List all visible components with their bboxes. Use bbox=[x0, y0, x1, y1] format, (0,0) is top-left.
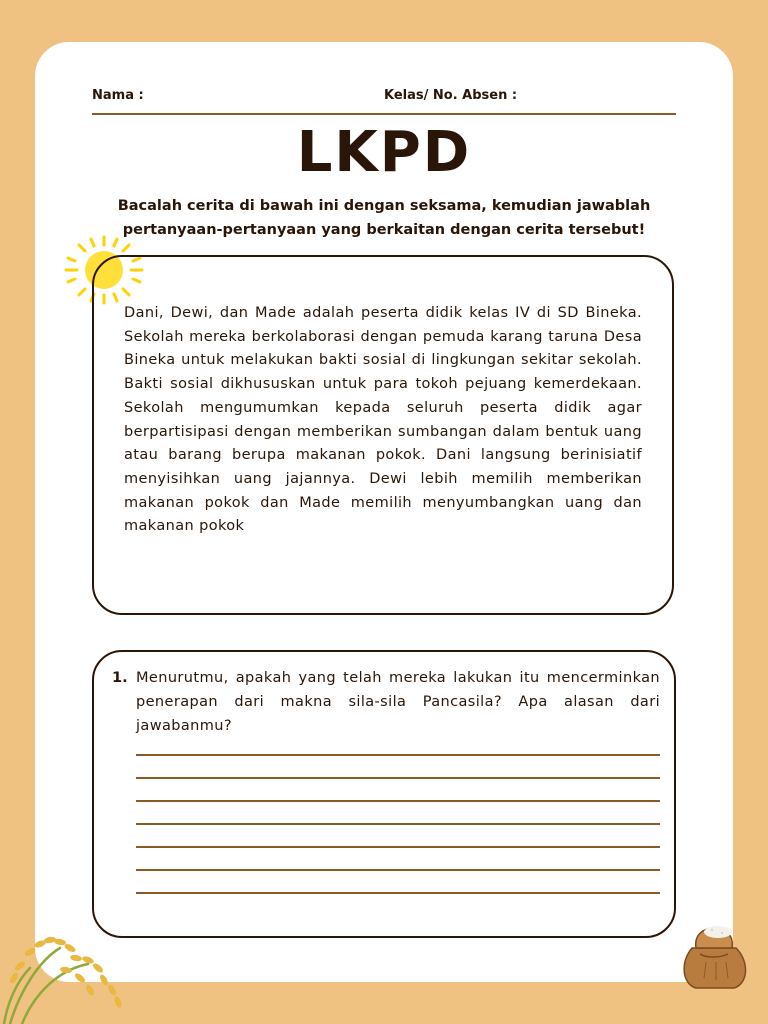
answer-line[interactable] bbox=[136, 754, 660, 756]
answer-line[interactable] bbox=[136, 892, 660, 894]
page-title: LKPD bbox=[296, 120, 472, 185]
name-label: Nama : bbox=[92, 88, 144, 103]
answer-line[interactable] bbox=[136, 869, 660, 871]
rice-plant-icon bbox=[0, 930, 130, 1024]
question-number: 1. bbox=[112, 670, 128, 686]
answer-lines[interactable] bbox=[136, 754, 660, 915]
rice-sack-icon bbox=[676, 918, 752, 992]
answer-line[interactable] bbox=[136, 846, 660, 848]
student-info-row bbox=[92, 88, 676, 108]
answer-line[interactable] bbox=[136, 777, 660, 779]
story-text: Dani, Dewi, dan Made adalah peserta didik kelas IV di SD Bineka. Sekolah mereka berkolaborasi dengan pemuda karang taruna Desa Bineka untuk melakukan bakti sosial di lingkungan sekitar sekolah. Bakti sosial dikhususkan untuk para tokoh pejuang kemerdekaan. Sekolah mengumumkan kepada seluruh peserta didik agar berpartisipasi dengan memberikan sumbangan dalam bentuk uang atau barang berupa makanan pokok. Dani langsung berinisiatif menyisihkan uang jajannya. Dewi lebih memilih memberikan makanan pokok dan Made memilih menyumbangkan uang dan makanan pokok bbox=[124, 305, 642, 535]
answer-line[interactable] bbox=[136, 800, 660, 802]
answer-line[interactable] bbox=[136, 823, 660, 825]
instruction-text: Bacalah cerita di bawah ini dengan seksama, kemudian jawablah pertanyaan-pertanyaan yang berkaitan dengan cerita tersebut! bbox=[117, 198, 651, 238]
header-divider bbox=[92, 113, 676, 115]
question-text: Menurutmu, apakah yang telah mereka lakukan itu mencerminkan penerapan dari makna sila-sila Pancasila? Apa alasan dari jawabanmu? bbox=[136, 670, 660, 734]
class-number-label: Kelas/ No. Absen : bbox=[384, 88, 518, 103]
